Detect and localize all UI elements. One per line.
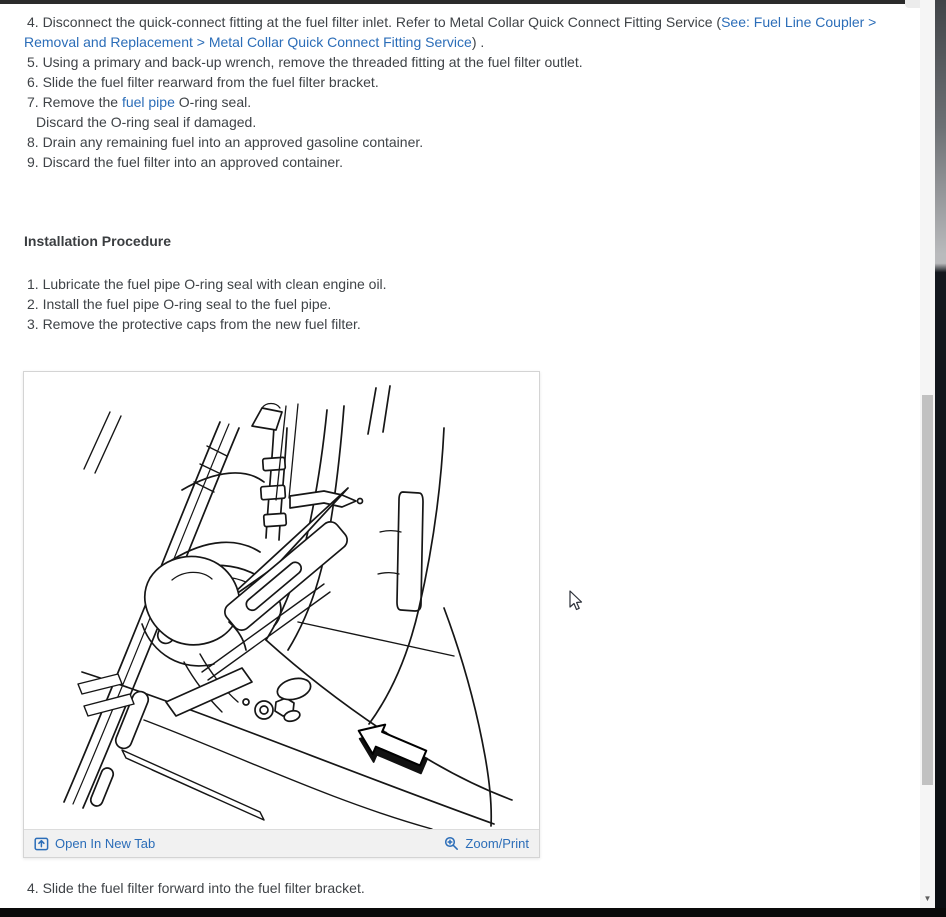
zoom-print-label: Zoom/Print	[465, 836, 529, 851]
open-in-new-tab-label: Open In New Tab	[55, 836, 156, 851]
browser-top-edge	[0, 0, 905, 4]
mouse-arrow-cursor	[569, 590, 585, 617]
open-in-new-tab-button[interactable]	[34, 836, 155, 851]
step7-text: 7. Remove the	[27, 94, 122, 110]
step4-suffix: ) .	[471, 34, 485, 50]
zoom-print-button[interactable]	[444, 836, 529, 851]
figure-canvas	[24, 372, 539, 829]
bottom-black-bar	[0, 908, 946, 917]
fuel-filter-illustration	[24, 372, 539, 829]
window-corner	[905, 0, 920, 8]
magnifier-plus-icon	[444, 836, 459, 851]
step-item-7	[0, 92, 920, 112]
window-right-edge	[935, 0, 946, 908]
step-item-8: 8. Drain any remaining fuel into an approved gasoline container.	[27, 134, 424, 150]
scrollbar-thumb[interactable]	[922, 395, 933, 785]
install-step-2: 2. Install the fuel pipe O-ring seal to the fuel pipe.	[27, 296, 332, 312]
removal-steps	[0, 12, 920, 172]
open-in-new-tab-icon	[34, 836, 49, 851]
step-item-6: 6. Slide the fuel filter rearward from the fuel filter bracket.	[27, 74, 379, 90]
step4-text: 4. Disconnect the quick-connect fitting at the fuel filter inlet. Refer to Metal Collar Quick Connect Fitting Service (	[27, 14, 722, 30]
step-item-9: 9. Discard the fuel filter into an approved container.	[27, 154, 343, 170]
metal-collar-service-link[interactable]: See: Fuel Line Coupler > Removal and Replacement > Metal Collar Quick Connect Fitting Service	[24, 14, 877, 50]
install-step-1: 1. Lubricate the fuel pipe O-ring seal with clean engine oil.	[27, 276, 387, 292]
scrollbar-down-arrow[interactable]: ▼	[923, 894, 932, 903]
install-step-3: 3. Remove the protective caps from the new fuel filter.	[27, 316, 361, 332]
step7-note: Discard the O-ring seal if damaged.	[36, 114, 257, 130]
final-step	[0, 878, 920, 898]
step-item-4	[0, 12, 920, 52]
figure-panel	[23, 371, 540, 858]
install-step-4: 4. Slide the fuel filter forward into the fuel filter bracket.	[27, 880, 365, 896]
installation-procedure-heading: Installation Procedure	[24, 233, 172, 249]
step-item-5: 5. Using a primary and back-up wrench, remove the threaded fitting at the fuel filter outlet.	[27, 54, 583, 70]
installation-steps	[0, 274, 920, 334]
figure-toolbar	[24, 829, 539, 857]
step7-suffix: O-ring seal.	[174, 94, 252, 110]
scrollbar-track[interactable]	[920, 0, 935, 908]
fuel-pipe-link[interactable]: fuel pipe	[121, 94, 175, 110]
